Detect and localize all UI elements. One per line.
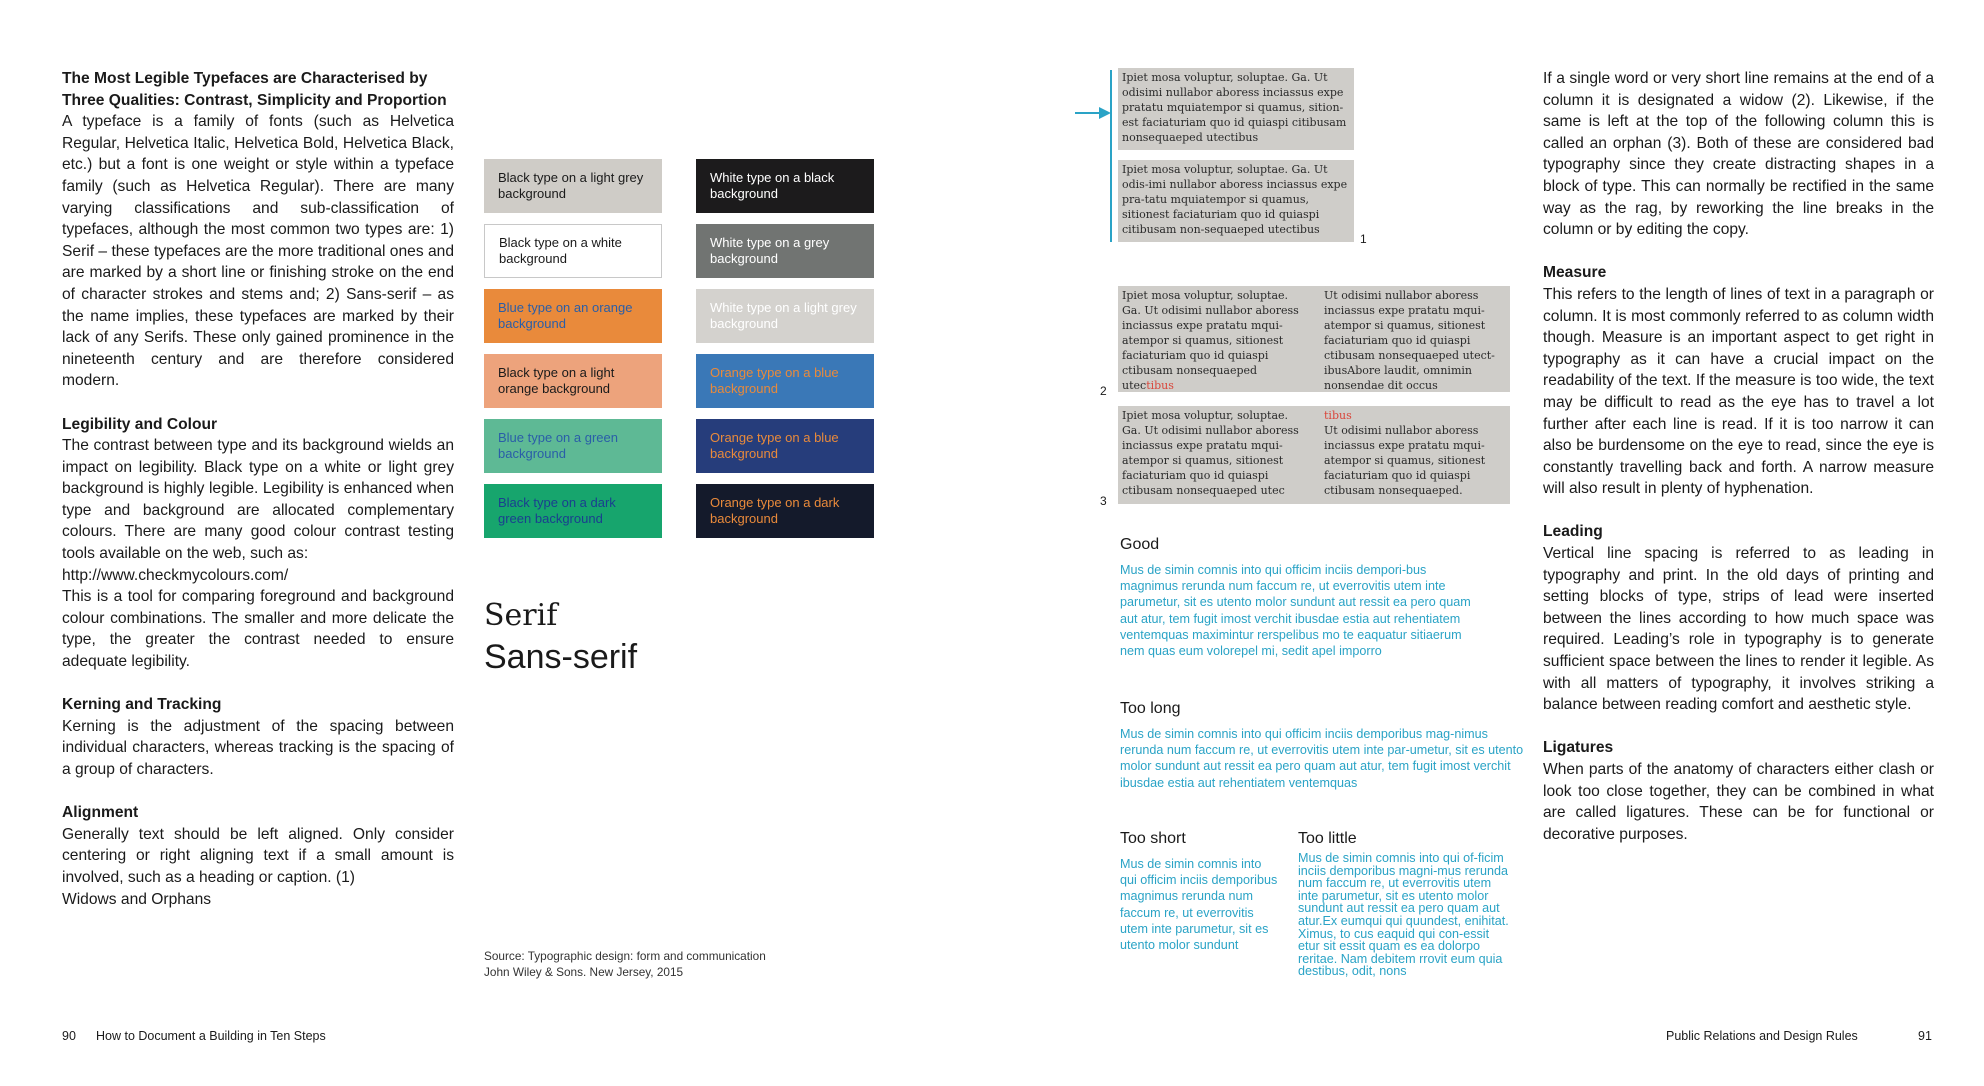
source-line: Source: Typographic design: form and communication xyxy=(484,949,766,963)
example-text: Ipiet mosa voluptur, soluptae. Ga. Ut odisimi nullabor aboress inciassus expe pratatu mqui-atempor si quamus, sitionest faciaturiam quo id quiaspi ctibusam nonsequaeped utec xyxy=(1122,409,1299,497)
colour-swatch: White type on a black background xyxy=(696,159,874,213)
section-heading: Measure xyxy=(1543,264,1607,282)
example-number: 1 xyxy=(1360,232,1367,246)
section-heading: Alignment xyxy=(62,804,139,822)
colour-swatch: Orange type on a blue background xyxy=(696,419,874,473)
left-column xyxy=(62,68,454,910)
page-number-right: 91 xyxy=(1918,1029,1932,1043)
section-body: Vertical line spacing is referred to as leading in typography and print. In the old days of printing and setting blocks of type, strips of lead were inserted between the lines according to how much space was required. Leading’s role in typography is to generate sufficient space between the lines to render it legible. As with all matters of typography, it involves striking a balance between reading comfort and aesthetic style. xyxy=(1543,545,1934,714)
section-body: Kerning is the adjustment of the spacing between individual characters, whereas tracking is the spacing of a group of characters. xyxy=(62,717,454,778)
example-text: Ipiet mosa voluptur, soluptae. Ga. Ut odisimi nullabor aboress inciassus expe pratatu mqui-atempor si quamus, sitionest faciaturiam quo id quiaspi ctibusam nonsequaeped utectibus xyxy=(1122,289,1299,392)
margin-rule xyxy=(1110,70,1112,242)
url-text: http://www.checkmycolours.com/ xyxy=(62,566,289,584)
section-body: Widows and Orphans xyxy=(62,890,212,908)
too-long-sample: Mus de simin comnis into qui officim inciis demporibus mag-nimus rerunda num faccum re, ut everrovitis utem inte par-umetur, sit es utento molor sundunt aut ressit ea pero quam aut atur, tem fugit imost verchit ibusdae estia aut rehentiatem ventemquas xyxy=(1120,727,1524,790)
colour-swatch: Black type on a light grey background xyxy=(484,159,662,213)
colour-swatch: White type on a light grey background xyxy=(696,289,874,343)
serif-sample: Serif xyxy=(484,598,558,633)
section-body: This is a tool for comparing foreground and background colour combinations. The smaller and more delicate the type, the greater the contrast needed to ensure adequate legibility. xyxy=(62,588,454,671)
colour-swatch: Black type on a white background xyxy=(484,224,662,278)
source-note xyxy=(484,948,766,980)
too-little-label: Too little xyxy=(1298,830,1357,847)
colour-swatch: Blue type on a green background xyxy=(484,419,662,473)
too-short-label: Too short xyxy=(1120,830,1186,847)
arrow-right-icon xyxy=(1075,106,1111,120)
section-body: This refers to the length of lines of text in a paragraph or column. It is most commonly referred to as column width though. Measure is an important aspect to get right in typography as it can have a crucial impact on the readability of the text. If the measure is too wide, the text may be difficult to read as the eye has to travel a lot further after each line is read. If it is too narrow it can also be burdensome on the eye to read, since the eye is constantly travelling back and forth. A narrow measure will also result in plenty of hyphenation. xyxy=(1543,285,1934,498)
page-number-left: 90 xyxy=(62,1029,76,1043)
section-body: If a single word or very short line remains at the end of a column it is designated a widow (2). Likewise, if the same is left at the top of the following column this is called an orphan (3). Both of these are considered bad typography since they create distracting shapes in a block of type. This can normally be rectified in the same way as the rag, by reworking the line breaks in the column or by editing the copy. xyxy=(1543,70,1934,239)
right-column xyxy=(1543,68,1934,845)
example-number: 2 xyxy=(1100,384,1107,398)
section-body: When parts of the anatomy of characters either clash or look too close together, they can be combined in what are called ligatures. These can be for functional or decorative purposes. xyxy=(1543,761,1934,843)
running-title-right: Public Relations and Design Rules xyxy=(1666,1029,1858,1043)
orphan-text: tibus xyxy=(1324,409,1352,422)
too-short-sample: Mus de simin comnis into qui officim inciis demporibus magnimus rerunda num faccum re, ut everrovitis utem inte parumetur, sit es utento molor sundunt xyxy=(1120,857,1278,953)
too-long-label: Too long xyxy=(1120,700,1181,717)
colour-swatch: Blue type on an orange background xyxy=(484,289,662,343)
sans-serif-sample: Sans-serif xyxy=(484,638,638,676)
good-sample: Mus de simin comnis into qui officim inciis dempori-bus magnimus rerunda num faccum re, ut everrovitis utem inte parumetur, sit es utento molor sundunt aut ressit ea pero quam aut atur, tem fugit imost verchit ibusdae estia aut rehentiatem ventemquas maximintur rerspelibus mo te eaquatur sitiaerum nem quas eum volorepel mi, sedit apel imporro xyxy=(1120,563,1471,659)
example-text: Ipiet mosa voluptur, soluptae. Ga. Ut odis-imi nullabor aboress inciassus expe pra-tatu mquiatempor si quamus, sitionest faciaturiam quo id quiaspi citibusam non-sequaeped utectibus xyxy=(1122,163,1348,236)
good-label: Good xyxy=(1120,536,1160,553)
example-number: 3 xyxy=(1100,494,1107,508)
colour-swatch: Orange type on a dark background xyxy=(696,484,874,538)
section-body: A typeface is a family of fonts (such as Helvetica Regular, Helvetica Italic, Helvetica Bold, Helvetica Black, etc.) but a font is one weight or style within a typeface family (such as Helvetica Regular). There are many varying classifications and sub-classification of typefaces, although the most common two types are: 1) Serif – these typefaces are the more traditional ones and are marked by a short line or finishing stroke on the end of character strokes and stems and; 2) Sans-serif – as the name implies, these typefaces are marked by their lack of any Serifs. These only gained prominence in the nineteenth century and are therefore considered modern. xyxy=(62,113,454,390)
widow-text: tibus xyxy=(1146,379,1174,392)
colour-swatch: White type on a grey background xyxy=(696,224,874,278)
section-heading: Kerning and Tracking xyxy=(62,696,222,714)
running-title-left: How to Document a Building in Ten Steps xyxy=(96,1029,326,1043)
colour-swatch: Black type on a light orange background xyxy=(484,354,662,408)
section-heading: Legibility and Colour xyxy=(62,415,218,433)
example-text: Ipiet mosa voluptur, soluptae. Ga. Ut odisimi nullabor aboress inciassus expe pratatu mquiatempor si quamus, sition-est faciaturiam quo id quiaspi citibusam nonsequaeped utectibus xyxy=(1122,71,1347,144)
example-text: tibus Ut odisimi nullabor aboress inciassus expe pratatu mqui-atempor si quamus, sitionest faciaturiam quo id quiaspi ctibusam nonsequaeped. xyxy=(1324,409,1486,497)
too-little-sample: Mus de simin comnis into qui of-ficim inciis demporibus magni-mus rerunda num faccum re, ut everrovitis utem inte parumetur, sit es utento molor sundunt aut ressit ea pero quam aut atur.Ex eumqui qui quundest, enihitat. Ximus, to cus eaquid qui con-essit etur sit essit quam es ea dolorpo reritae. Nam debitem rrovit eum quia destibus, odit, nons xyxy=(1298,851,1509,979)
source-line: John Wiley & Sons. New Jersey, 2015 xyxy=(484,965,684,979)
section-heading: The Most Legible Typefaces are Characterised by Three Qualities: Contrast, Simplicity and Proportion xyxy=(62,70,447,109)
section-body: Generally text should be left aligned. Only consider centering or right aligning text if a small amount is involved, such as a heading or caption. (1) xyxy=(62,825,454,886)
colour-swatch: Orange type on a blue background xyxy=(696,354,874,408)
example-box-4 xyxy=(1118,406,1510,504)
example-text: Ut odisimi nullabor aboress inciassus expe pratatu mqui-atempor si quamus, sitionest faciaturiam quo id quiaspi ctibusam nonsequaeped utect-ibusAbore laudit, omnimin nonsendae dit occus xyxy=(1324,289,1495,392)
section-body: The contrast between type and its background wields an impact on legibility. Black type on a white or light grey background is highly legible. Legibility is enhanced when type and background are allocated complementary colours. There are many good colour contrast testing tools available on the web, such as: xyxy=(62,437,454,563)
section-heading: Leading xyxy=(1543,523,1603,541)
example-box-2 xyxy=(1118,160,1354,242)
example-box-1 xyxy=(1118,68,1354,150)
example-box-3 xyxy=(1118,286,1510,392)
section-heading: Ligatures xyxy=(1543,739,1614,757)
colour-swatch: Black type on a dark green background xyxy=(484,484,662,538)
